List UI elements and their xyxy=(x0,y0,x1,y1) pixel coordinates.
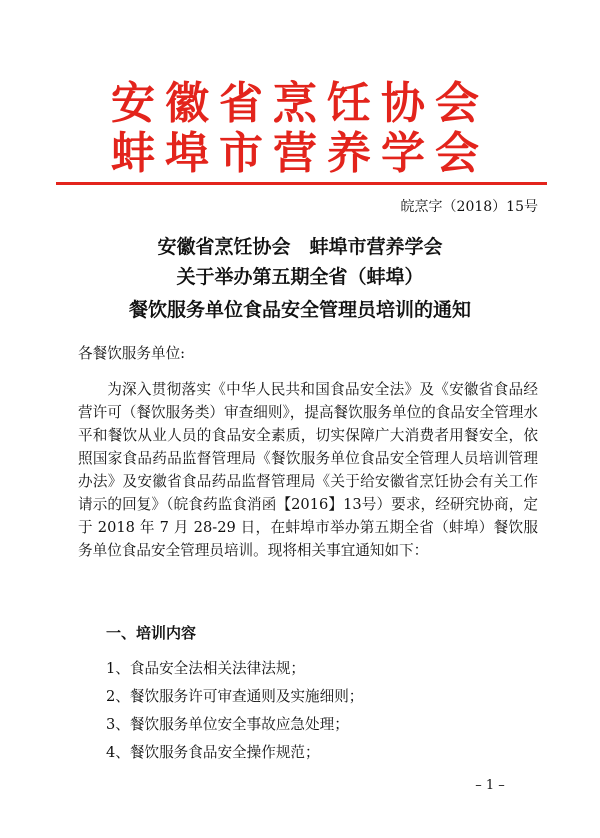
title-line-2: 关于举办第五期全省（蚌埠） xyxy=(176,266,424,288)
org-name-line-2: 蚌埠市营养学会 xyxy=(111,128,489,179)
red-divider xyxy=(56,182,547,185)
page-number: – 1 – xyxy=(475,778,505,793)
org-name-line-1: 安徽省烹饪协会 xyxy=(111,78,489,129)
document-number: 皖烹字（2018）15号 xyxy=(400,199,538,215)
salutation: 各餐饮服务单位: xyxy=(78,345,186,362)
list-item: 1、食品安全法相关法律法规； xyxy=(106,660,306,677)
list-item: 2、餐饮服务许可审查通则及实施细则； xyxy=(106,688,364,705)
list-item: 4、餐饮服务食品安全操作规范； xyxy=(106,744,320,761)
title-line-3: 餐饮服务单位食品安全管理员培训的通知 xyxy=(128,299,471,321)
title-line-1: 安徽省烹饪协会 蚌埠市营养学会 xyxy=(157,236,443,258)
body-paragraph: 为深入贯彻落实《中华人民共和国食品安全法》及《安徽省食品经营许可（餐饮服务类）审查细则》，提高餐饮服务单位的食品安全管理水平和餐饮从业人员的食品安全素质，切实保障广大消费者用餐安全，依照国家食品药品监督管理局《餐饮服务单位食品安全管理人员培训管理办法》及安徽省食品药品监督管理局《关于给安徽省烹饪协会有关工作请示的回复》（皖食药监食消函【2016】13号）要求，经研究协商，定于 2018 年 7 月 28-29 日，在蚌埠市举办第五期全省（蚌埠）餐饮服务单位食品安全管理员培训。现将相关事宜通知如下： xyxy=(78,381,538,559)
list-item: 3、餐饮服务单位安全事故应急处理； xyxy=(106,716,349,733)
section-title: 一、培训内容 xyxy=(106,624,197,642)
